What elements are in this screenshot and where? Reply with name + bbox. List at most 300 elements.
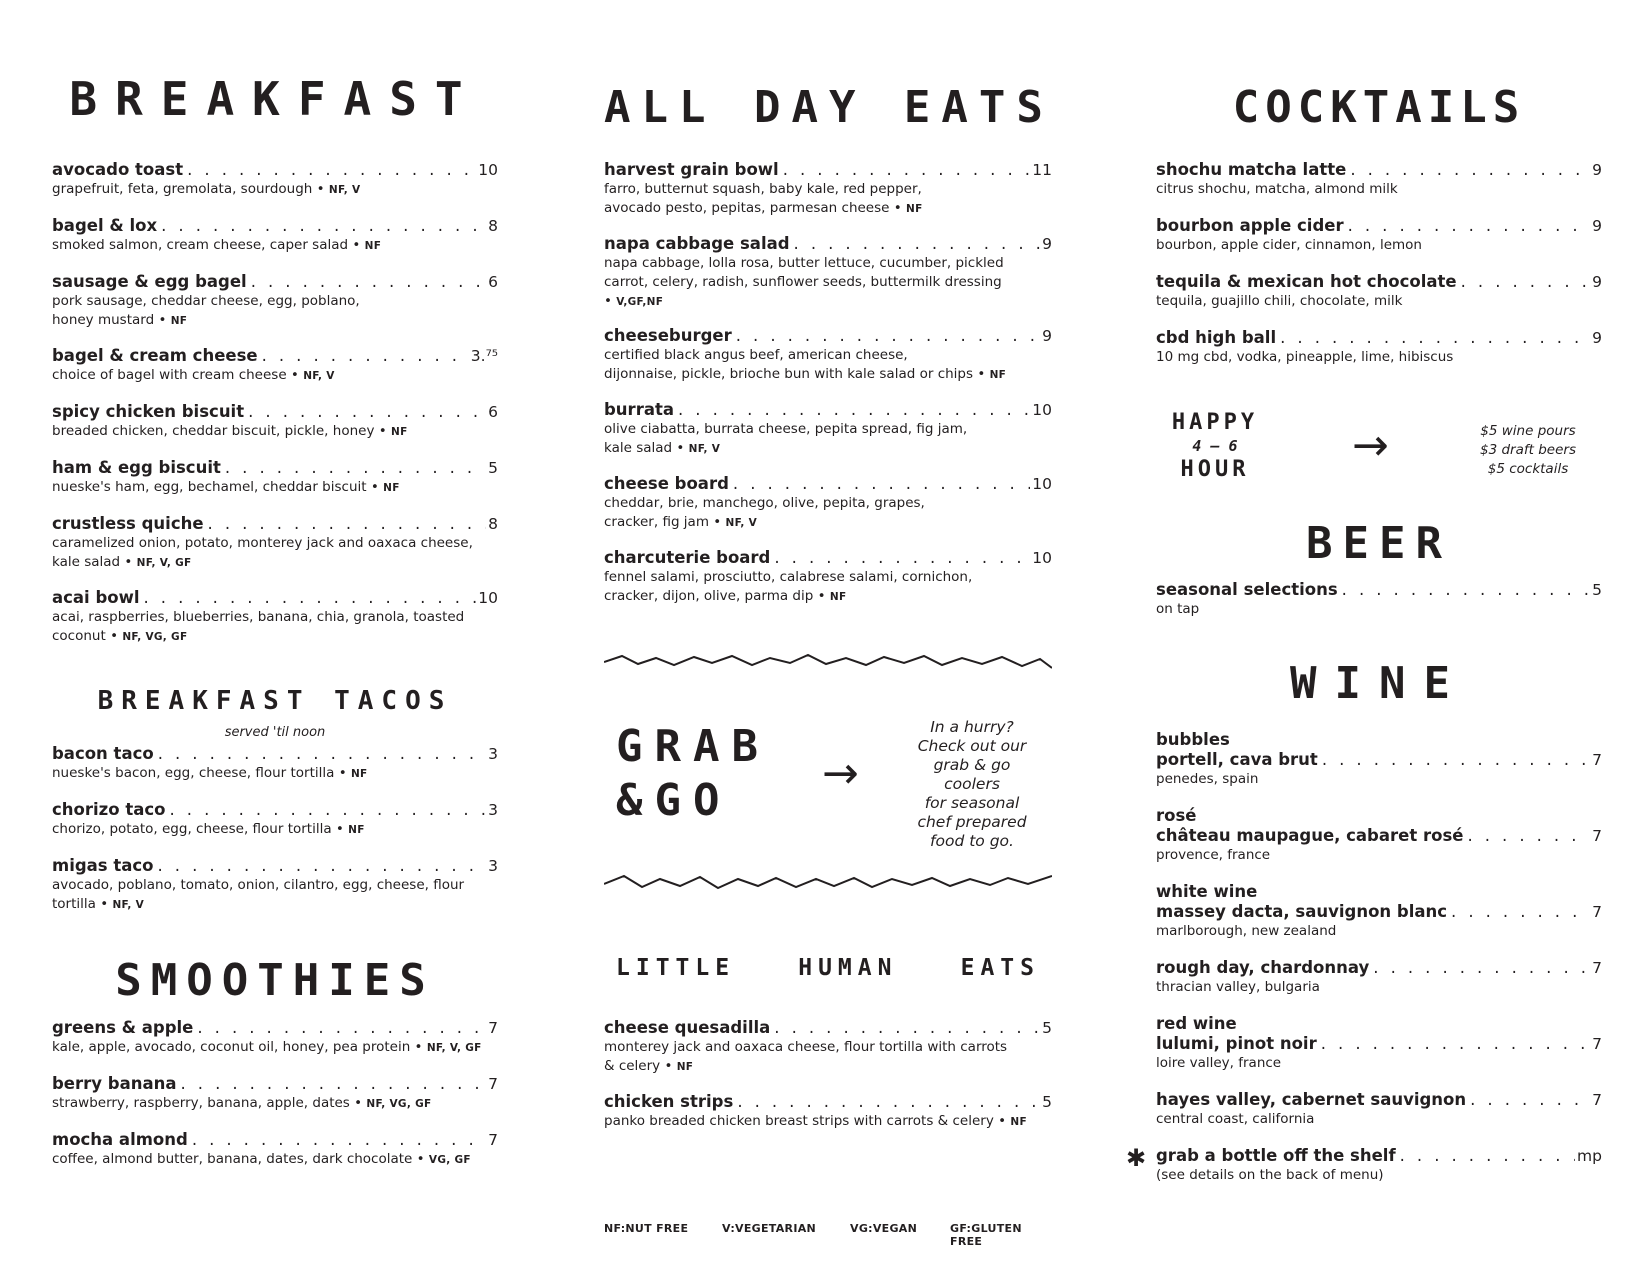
menu-item-description	[604, 254, 1052, 273]
menu-item-description	[604, 346, 1052, 365]
hour-word: HOUR	[1180, 457, 1250, 482]
menu-item-line	[1156, 750, 1602, 770]
menu-item	[604, 234, 1052, 312]
menu-item	[52, 744, 498, 784]
menu-item-line	[604, 1018, 1052, 1038]
menu-item-name: bourbon apple cider	[1156, 216, 1344, 235]
menu-item-description	[604, 180, 1052, 199]
menu-item	[1156, 1014, 1602, 1073]
dietary-tags: NF, V	[725, 517, 758, 529]
menu-item-price: 9	[1592, 329, 1602, 347]
dietary-tags: NF	[390, 426, 408, 438]
dietary-tags: NF	[348, 824, 365, 836]
menu-item-price: 9	[1592, 217, 1602, 235]
happy-hour-deal: $5 cocktails	[1487, 461, 1569, 477]
leader-dots	[169, 800, 486, 820]
dietary-tags: NF	[170, 315, 188, 327]
menu-item-price: 3.⁷⁵	[470, 347, 498, 365]
tag-separator: •	[334, 765, 351, 781]
menu-item	[1156, 272, 1602, 311]
description-text: honey mustard	[52, 312, 155, 328]
menu-item-price: 6	[488, 273, 498, 291]
menu-item	[1156, 958, 1602, 997]
menu-item-category: red wine	[1156, 1014, 1237, 1033]
menu-item-category: white wine	[1156, 882, 1258, 901]
menu-item-description	[52, 820, 498, 840]
description-text: panko breaded chicken breast strips with carrots & celery	[604, 1113, 994, 1129]
menu-item	[604, 160, 1052, 219]
menu-item-price: 10	[478, 589, 498, 607]
leader-dots	[736, 326, 1040, 346]
menu-item	[604, 400, 1052, 459]
menu-item-name: hayes valley, cabernet sauvignon	[1156, 1090, 1467, 1109]
menu-item-name: tequila & mexican hot chocolate	[1156, 272, 1457, 291]
menu-item-name: seasonal selections	[1156, 580, 1338, 599]
description-text: nueske's ham, egg, bechamel, cheddar biscuit	[52, 479, 367, 495]
menu-item-description	[52, 236, 498, 256]
happy-hour-deal: $3 draft beers	[1480, 442, 1576, 458]
dietary-tags: V,GF,NF	[616, 296, 664, 308]
grab-go-note-line: for seasonal	[924, 794, 1020, 812]
menu-item-description	[52, 1150, 498, 1170]
menu-item-description	[1156, 348, 1602, 367]
leader-dots	[1322, 750, 1590, 770]
menu-item-line	[52, 160, 498, 180]
leader-dots	[251, 272, 486, 292]
dietary-tags: NF	[383, 482, 400, 494]
menu-item	[604, 474, 1052, 533]
tag-separator: •	[973, 366, 990, 382]
tag-separator: •	[813, 588, 830, 604]
menu-item-category: rosé	[1156, 806, 1197, 825]
happy-hours-range: 4 – 6	[1192, 437, 1238, 455]
tag-separator: •	[374, 423, 391, 439]
menu-item	[604, 548, 1052, 607]
menu-item-description	[1156, 846, 1602, 865]
menu-item-category: bubbles	[1156, 730, 1230, 749]
menu-item-name: greens & apple	[52, 1018, 194, 1037]
menu-item-description	[1156, 1166, 1602, 1185]
menu-item-name: migas taco	[52, 856, 154, 875]
tag-separator: •	[154, 312, 171, 328]
menu-item	[604, 1018, 1052, 1077]
smoothies-heading: SMOOTHIES	[115, 955, 435, 1006]
menu-item	[604, 326, 1052, 385]
menu-item-description	[52, 608, 498, 627]
menu-item-name: sausage & egg bagel	[52, 272, 247, 291]
dietary-tags: NF	[1010, 1116, 1027, 1128]
menu-item-name: ham & egg biscuit	[52, 458, 221, 477]
grab-go-arrow-icon: →	[822, 748, 859, 799]
description-text: tequila, guajillo chili, chocolate, milk	[1156, 293, 1403, 309]
menu-item-line	[1156, 902, 1602, 922]
description-text: pork sausage, cheddar cheese, egg, poblano,	[52, 293, 360, 309]
description-text: kale, apple, avocado, coconut oil, honey, pea protein	[52, 1039, 411, 1055]
dietary-tags: VG, GF	[428, 1154, 471, 1166]
leader-dots	[262, 346, 469, 366]
description-text: kale salad	[52, 554, 121, 570]
menu-item-price: 7	[488, 1019, 498, 1037]
menu-item-name: burrata	[604, 400, 674, 419]
menu-item-line	[604, 326, 1052, 346]
menu-item-description	[52, 180, 498, 200]
menu-item-description	[52, 366, 498, 386]
tag-separator: •	[410, 1039, 427, 1055]
grab-go-note-line: Check out our	[917, 737, 1027, 755]
menu-item-price: 5	[1042, 1019, 1052, 1037]
menu-item	[52, 588, 498, 647]
menu-item-line	[1156, 216, 1602, 236]
dietary-tags: NF	[906, 203, 923, 215]
menu-item-line	[1156, 826, 1602, 846]
all-day-column	[604, 0, 1052, 1275]
menu-item-description	[604, 199, 1052, 219]
menu-item-price: mp	[1577, 1147, 1602, 1165]
leader-dots	[248, 402, 486, 422]
menu-item-description	[604, 273, 1052, 292]
menu-item-price: 8	[488, 217, 498, 235]
menu-item-name: cheese board	[604, 474, 729, 493]
tag-separator: •	[105, 628, 123, 644]
menu-item	[52, 216, 498, 256]
grab-go-note-line: food to go.	[930, 832, 1014, 850]
menu-item	[1156, 216, 1602, 255]
description-text: napa cabbage, lolla rosa, butter lettuce, cucumber, pickled	[604, 255, 1004, 271]
tag-separator: •	[708, 514, 726, 530]
menu-item-description	[604, 1038, 1052, 1057]
dietary-tags: NF	[829, 591, 847, 603]
tacos-subtitle: served 'til noon	[224, 725, 326, 740]
menu-item-price: 10	[478, 161, 498, 179]
breakfast-column	[52, 0, 498, 1275]
wave-divider-top	[604, 648, 1052, 680]
eats-word: EATS	[960, 955, 1040, 981]
description-text: (see details on the back of menu)	[1156, 1167, 1384, 1183]
menu-item-price: 7	[1592, 1035, 1602, 1053]
menu-item-line	[52, 402, 498, 422]
dietary-tags: NF, V, GF	[426, 1042, 482, 1054]
description-text: marlborough, new zealand	[1156, 923, 1337, 939]
menu-item-price: 5	[1042, 1093, 1052, 1111]
menu-item-description	[1156, 770, 1602, 789]
description-text: cracker, fig jam	[604, 514, 709, 530]
leader-dots	[144, 588, 477, 608]
description-text: loire valley, france	[1156, 1055, 1282, 1071]
description-text: strawberry, raspberry, banana, apple, dates	[52, 1095, 350, 1111]
leader-dots	[774, 548, 1030, 568]
menu-item-line	[1156, 580, 1602, 600]
menu-item	[52, 800, 498, 840]
leader-dots	[737, 1092, 1040, 1112]
menu-item-description	[1156, 236, 1602, 255]
menu-item-name: napa cabbage salad	[604, 234, 790, 253]
leader-dots	[180, 1074, 486, 1094]
description-text: coconut	[52, 628, 106, 644]
description-text: olive ciabatta, burrata cheese, pepita spread, fig jam,	[604, 421, 968, 437]
menu-item-name: rough day, chardonnay	[1156, 958, 1370, 977]
grab-go-note-line: grab & go coolers	[933, 756, 1011, 793]
description-text: & celery	[604, 1058, 661, 1074]
menu-item-name: portell, cava brut	[1156, 750, 1318, 769]
menu-item-description	[1156, 1054, 1602, 1073]
menu-item-description	[1156, 600, 1602, 619]
menu-item-price: 8	[488, 515, 498, 533]
menu-item-name: grab a bottle off the shelf	[1156, 1146, 1396, 1165]
description-text: monterey jack and oaxaca cheese, flour tortilla with carrots	[604, 1039, 1008, 1055]
menu-item-line	[52, 800, 498, 820]
description-text: kale salad	[604, 440, 673, 456]
leader-dots	[1467, 826, 1590, 846]
menu-item-description	[1156, 292, 1602, 311]
menu-item-price: 7	[1592, 827, 1602, 845]
menu-item-description	[1156, 180, 1602, 199]
dietary-tags: NF, VG, GF	[366, 1098, 432, 1110]
menu-item-description	[52, 534, 498, 553]
grab-go-note-line: chef prepared	[917, 813, 1027, 831]
description-text: provence, france	[1156, 847, 1271, 863]
description-text: farro, butternut squash, baby kale, red pepper,	[604, 181, 922, 197]
grab-go-note-line: In a hurry?	[930, 718, 1014, 736]
menu-item	[52, 272, 498, 331]
tag-separator: •	[331, 821, 349, 837]
happy-word: HAPPY	[1171, 410, 1259, 435]
menu-item	[52, 458, 498, 498]
grab-go-title	[616, 720, 770, 828]
dietary-tags: NF, V	[688, 443, 721, 455]
menu-item	[1156, 806, 1602, 865]
description-text: choice of bagel with cream cheese	[52, 367, 287, 383]
menu-item-name: charcuterie board	[604, 548, 771, 567]
leader-dots	[197, 1018, 486, 1038]
description-text: carrot, celery, radish, sunflower seeds, buttermilk dressing	[604, 274, 1002, 290]
menu-item	[52, 1018, 498, 1058]
leader-dots	[208, 514, 487, 534]
menu-item-line	[1156, 160, 1602, 180]
menu-item-description	[604, 365, 1052, 385]
little-human-eats-heading	[616, 955, 1040, 981]
dietary-tags: NF, V	[328, 184, 361, 196]
menu-item-price: 7	[1592, 1091, 1602, 1109]
menu-item-name: spicy chicken biscuit	[52, 402, 245, 421]
menu-item-name: bacon taco	[52, 744, 154, 763]
leader-dots	[1350, 160, 1590, 180]
description-text: penedes, spain	[1156, 771, 1259, 787]
menu-item-price: 7	[488, 1075, 498, 1093]
menu-item	[52, 160, 498, 200]
leader-dots	[783, 160, 1031, 180]
leader-dots	[1373, 958, 1590, 978]
menu-item	[52, 514, 498, 573]
leader-dots	[733, 474, 1030, 494]
menu-item-price: 9	[1592, 273, 1602, 291]
description-text: cheddar, brie, manchego, olive, pepita, grapes,	[604, 495, 925, 511]
menu-item	[604, 1092, 1052, 1132]
happy-hour-deal: $5 wine pours	[1480, 423, 1576, 439]
menu-item	[1156, 580, 1602, 619]
dietary-tags: NF	[364, 240, 382, 252]
leader-dots	[1280, 328, 1590, 348]
menu-item-name: chorizo taco	[52, 800, 166, 819]
description-text: grapefruit, feta, gremolata, sourdough	[52, 181, 313, 197]
menu-item-line	[604, 1092, 1052, 1112]
menu-item-price: 7	[1592, 751, 1602, 769]
menu-item-price: 3	[488, 745, 498, 763]
menu-item	[1156, 328, 1602, 367]
description-text: 10 mg cbd, vodka, pineapple, lime, hibiscus	[1156, 349, 1454, 365]
menu-item-price: 7	[1592, 903, 1602, 921]
menu-item-line	[1156, 1034, 1602, 1054]
menu-item-name: crustless quiche	[52, 514, 204, 533]
all-day-eats-heading: ALL DAY EATS	[604, 82, 1054, 133]
description-text: certified black angus beef, american cheese,	[604, 347, 908, 363]
tag-separator: •	[889, 200, 906, 216]
menu-item-description	[604, 1112, 1052, 1132]
leader-dots	[158, 744, 486, 764]
menu-item-description	[604, 292, 1052, 312]
description-text: bourbon, apple cider, cinnamon, lemon	[1156, 237, 1422, 253]
leader-dots	[158, 856, 487, 876]
description-text: nueske's bacon, egg, cheese, flour tortilla	[52, 765, 335, 781]
tag-separator: •	[348, 237, 365, 253]
menu-item-price: 3	[488, 857, 498, 875]
menu-item-name: acai bowl	[52, 588, 140, 607]
little-word: LITTLE	[616, 955, 736, 981]
happy-hour-arrow-icon: →	[1352, 420, 1389, 471]
legend-vg: VG:VEGAN	[850, 1222, 918, 1235]
menu-item-name: harvest grain bowl	[604, 160, 779, 179]
description-text: breaded chicken, cheddar biscuit, pickle, honey	[52, 423, 375, 439]
menu-item-line	[52, 856, 498, 876]
menu-item-price: 10	[1032, 475, 1052, 493]
menu-item	[52, 856, 498, 915]
tag-separator: •	[412, 1151, 429, 1167]
leader-dots	[192, 1130, 486, 1150]
menu-item	[1156, 1090, 1602, 1129]
menu-item-line	[52, 272, 498, 292]
menu-item-name: cheese quesadilla	[604, 1018, 771, 1037]
menu-item-price: 5	[1592, 581, 1602, 599]
menu-item	[1156, 882, 1602, 941]
menu-item-description	[52, 311, 498, 331]
menu-item	[52, 402, 498, 442]
description-text: avocado pesto, pepitas, parmesan cheese	[604, 200, 890, 216]
legend-v: V:VEGETARIAN	[722, 1222, 817, 1235]
tag-separator: •	[660, 1058, 677, 1074]
description-text: fennel salami, prosciutto, calabrese salami, cornichon,	[604, 569, 973, 585]
menu-item-description	[604, 439, 1052, 459]
dietary-tags: NF	[676, 1061, 694, 1073]
menu-item-line	[604, 474, 1052, 494]
menu-item-description	[604, 494, 1052, 513]
description-text: tortilla	[52, 896, 96, 912]
menu-item-line	[52, 744, 498, 764]
leader-dots	[225, 458, 486, 478]
menu-item-line	[52, 1130, 498, 1150]
description-text: cracker, dijon, olive, parma dip	[604, 588, 814, 604]
menu-item-description	[1156, 1110, 1602, 1129]
menu-item	[52, 346, 498, 386]
description-text: acai, raspberries, blueberries, banana, chia, granola, toasted	[52, 609, 465, 625]
menu-item-name: mocha almond	[52, 1130, 188, 1149]
menu-item-line	[1156, 958, 1602, 978]
description-text: coffee, almond butter, banana, dates, dark chocolate	[52, 1151, 413, 1167]
dietary-tags: NF, V, GF	[136, 557, 192, 569]
menu-item-line	[52, 216, 498, 236]
happy-hour-deals	[1468, 422, 1588, 479]
menu-item-price: 10	[1032, 549, 1052, 567]
menu-item-line	[1156, 1146, 1602, 1166]
menu-item-name: berry banana	[52, 1074, 177, 1093]
menu-item-description	[52, 895, 498, 915]
menu-item	[52, 1130, 498, 1170]
menu-item-line	[52, 458, 498, 478]
menu-item-price: 6	[488, 403, 498, 421]
menu-item-price: 9	[1042, 327, 1052, 345]
menu-item-description	[52, 764, 498, 784]
leader-dots	[161, 216, 486, 236]
menu-item-price: 5	[488, 459, 498, 477]
menu-item-description	[604, 568, 1052, 587]
menu-item	[52, 1074, 498, 1114]
menu-item-description	[1156, 978, 1602, 997]
menu-item-line	[604, 160, 1052, 180]
menu-item-price: 10	[1032, 401, 1052, 419]
menu-item-line	[52, 514, 498, 534]
menu-item-line	[604, 234, 1052, 254]
menu-item-price: 7	[488, 1131, 498, 1149]
tag-separator: •	[672, 440, 689, 456]
legend-nf: NF:NUT FREE	[604, 1222, 689, 1235]
menu-item-description	[52, 627, 498, 647]
tag-separator: •	[286, 367, 304, 383]
beer-heading: BEER	[1306, 518, 1452, 569]
description-text: on tap	[1156, 601, 1200, 617]
description-text: dijonnaise, pickle, brioche bun with kale salad or chips	[604, 366, 974, 382]
grab-go-line1: GRAB	[616, 721, 770, 772]
menu-item	[1126, 1144, 1602, 1185]
tag-separator: •	[95, 896, 113, 912]
menu-item-name: shochu matcha latte	[1156, 160, 1347, 179]
menu-item-line	[52, 588, 498, 608]
menu-item-line	[52, 346, 498, 366]
menu-item-description	[52, 292, 498, 311]
menu-item-price: 9	[1592, 161, 1602, 179]
tag-separator: •	[604, 293, 617, 309]
drinks-column	[1126, 0, 1602, 1275]
leader-dots	[1321, 1034, 1590, 1054]
tag-separator: •	[120, 554, 137, 570]
legend-gf: GF:GLUTEN FREE	[950, 1222, 1022, 1248]
menu-item-name: avocado toast	[52, 160, 184, 179]
menu-item-description	[604, 587, 1052, 607]
dietary-tags: NF	[989, 369, 1007, 381]
menu-item-name: massey dacta, sauvignon blanc	[1156, 902, 1448, 921]
leader-dots	[1470, 1090, 1590, 1110]
description-text: thracian valley, bulgaria	[1156, 979, 1320, 995]
menu-item-line	[604, 548, 1052, 568]
menu-item-line	[604, 400, 1052, 420]
tag-separator: •	[993, 1113, 1011, 1129]
menu-item-name: cbd high ball	[1156, 328, 1277, 347]
tag-separator: •	[349, 1095, 367, 1111]
menu-item-price: 7	[1592, 959, 1602, 977]
leader-dots	[774, 1018, 1040, 1038]
menu-item-line	[52, 1074, 498, 1094]
leader-dots	[1451, 902, 1590, 922]
human-word: HUMAN	[798, 955, 898, 981]
dietary-tags: NF, VG, GF	[122, 631, 188, 643]
description-text: smoked salmon, cream cheese, caper salad	[52, 237, 349, 253]
